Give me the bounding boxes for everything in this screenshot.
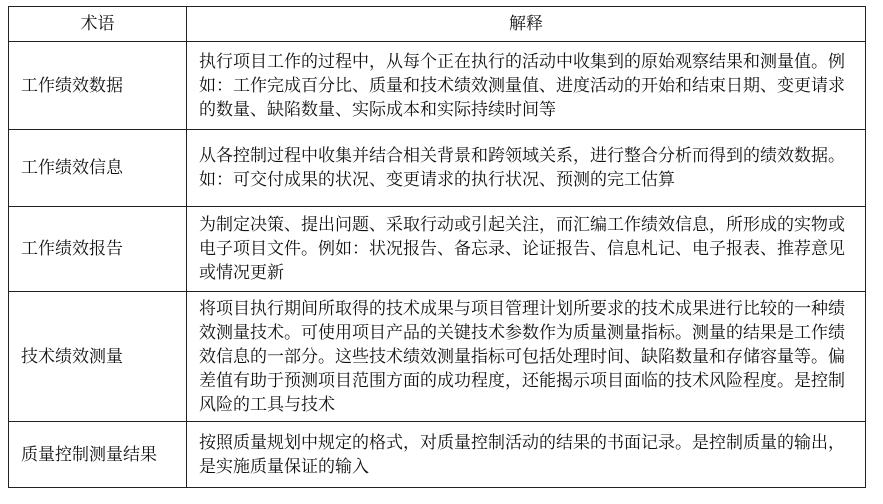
header-term: 术语: [9, 7, 187, 42]
table-row: [9, 422, 866, 488]
terms-table: [8, 6, 866, 488]
definition-cell: 为制定决策、提出问题、采取行动或引起关注，而汇编工作绩效信息，所形成的实物或电子项目文件。例如：状况报告、备忘录、论证报告、信息札记、电子报表、推荐意见或情况更新: [187, 207, 866, 292]
table-row: [9, 292, 866, 422]
term-cell: 工作绩效信息: [9, 130, 187, 207]
table-header-row: [9, 7, 866, 42]
term-cell: 工作绩效数据: [9, 42, 187, 130]
table-row: [9, 130, 866, 207]
table-row: [9, 207, 866, 292]
term-cell: 质量控制测量结果: [9, 422, 187, 488]
term-cell: 技术绩效测量: [9, 292, 187, 422]
table-row: [9, 42, 866, 130]
definition-cell: 按照质量规划中规定的格式，对质量控制活动的结果的书面记录。是控制质量的输出，是实施质量保证的输入: [187, 422, 866, 488]
definition-cell: 将项目执行期间所取得的技术成果与项目管理计划所要求的技术成果进行比较的一种绩效测量技术。可使用项目产品的关键技术参数作为质量测量指标。测量的结果是工作绩效信息的一部分。这些技术绩效测量指标可包括处理时间、缺陷数量和存储容量等。偏差值有助于预测项目范围方面的成功程度，还能揭示项目面临的技术风险程度。是控制风险的工具与技术: [187, 292, 866, 422]
definition-cell: 从各控制过程中收集并结合相关背景和跨领域关系，进行整合分析而得到的绩效数据。如：可交付成果的状况、变更请求的执行状况、预测的完工估算: [187, 130, 866, 207]
header-definition: 解释: [187, 7, 866, 42]
term-cell: 工作绩效报告: [9, 207, 187, 292]
definition-cell: 执行项目工作的过程中，从每个正在执行的活动中收集到的原始观察结果和测量值。例如：工作完成百分比、质量和技术绩效测量值、进度活动的开始和结束日期、变更请求的数量、缺陷数量、实际成本和实际持续时间等: [187, 42, 866, 130]
